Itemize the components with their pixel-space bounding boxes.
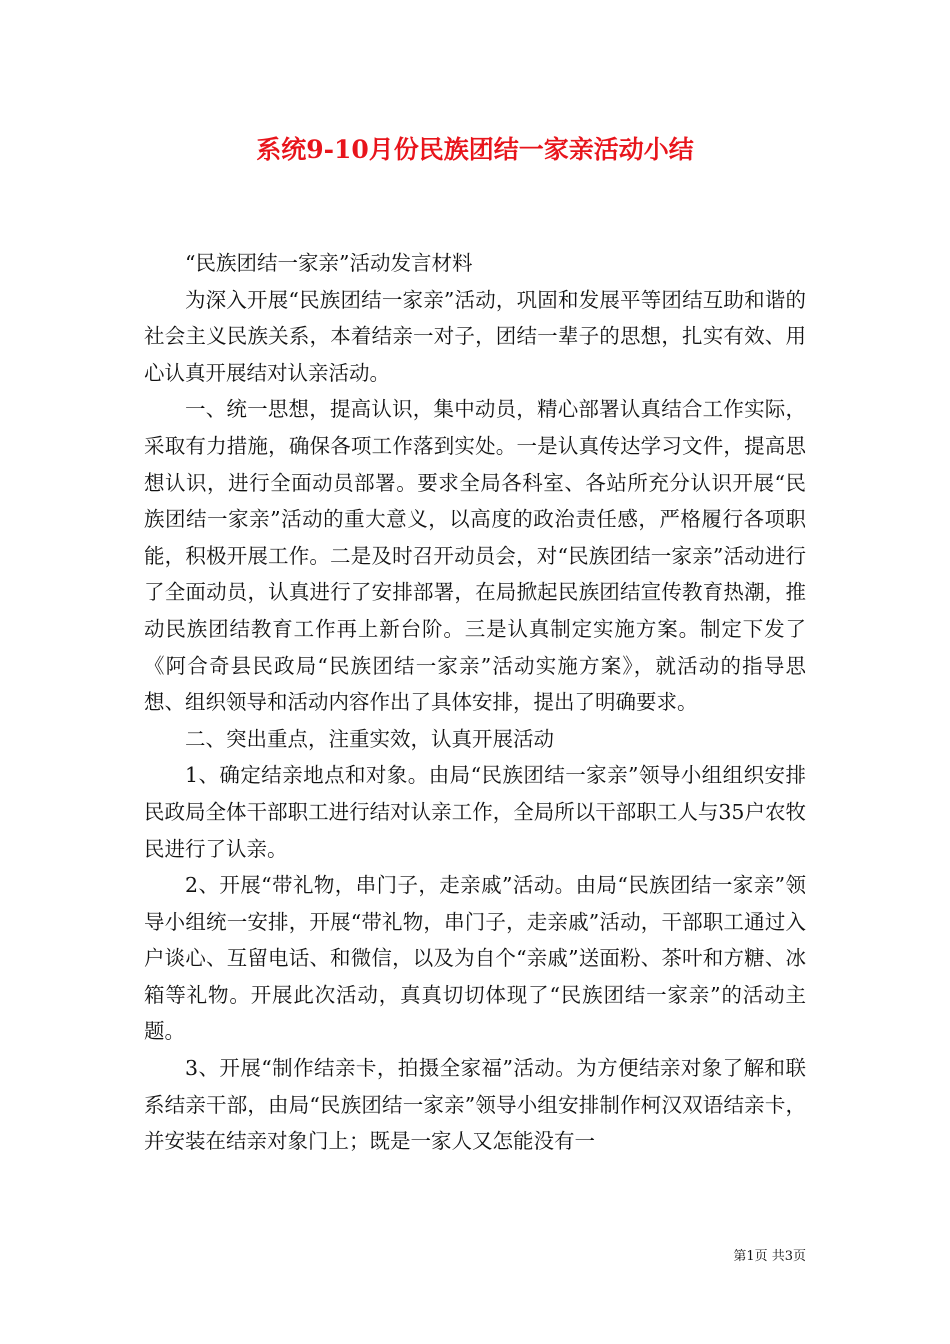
page-footer: 第1页 共3页: [733, 1249, 806, 1264]
document-body: [144, 245, 806, 1160]
page-title: 系统9-10月份民族团结一家亲活动小结: [256, 135, 694, 164]
paragraph-5: 1、确定结亲地点和对象。由局“民族团结一家亲”领导小组组织安排民政局全体干部职工进行结对认亲工作，全局所以干部职工人与35户农牧民进行了认亲。: [144, 763, 806, 861]
paragraph-1: “民族团结一家亲”活动发言材料: [185, 251, 473, 275]
paragraph-4: 二、突出重点，注重实效，认真开展活动: [185, 726, 554, 751]
paragraph-3: 一、统一思想，提高认识，集中动员，精心部署认真结合工作实际，采取有力措施，确保各项工作落到实处。一是认真传达学习文件，提高思想认识，进行全面动员部署。要求全局各科室、各站所充分认识开展“民族团结一家亲”活动的重大意义，以高度的政治责任感，严格履行各项职能，积极开展工作。二是及时召开动员会，对“民族团结一家亲”活动进行了全面动员，认真进行了安排部署，在局掀起民族团结宣传教育热潮，推动民族团结教育工作再上新台阶。三是认真制定实施方案。制定下发了《阿合奇县民政局“民族团结一家亲”活动实施方案》，就活动的指导思想、组织领导和活动内容作出了具体安排，提出了明确要求。: [144, 397, 806, 715]
paragraph-2: 为深入开展“民族团结一家亲”活动，巩固和发展平等团结互助和谐的社会主义民族关系，本着结亲一对子，团结一辈子的思想，扎实有效、用心认真开展结对认亲活动。: [144, 287, 806, 385]
paragraph-6: 2、开展“带礼物，串门子，走亲戚”活动。由局“民族团结一家亲”领导小组统一安排，开展“带礼物，串门子，走亲戚”活动，干部职工通过入户谈心、互留电话、和微信，以及为自个“亲戚”送面粉、茶叶和方糖、冰箱等礼物。开展此次活动，真真切切体现了“民族团结一家亲”的活动主题。: [144, 873, 806, 1044]
paragraph-7: 3、开展“制作结亲卡，拍摄全家福”活动。为方便结亲对象了解和联系结亲干部，由局“民族团结一家亲”领导小组安排制作柯汉双语结亲卡，并安装在结亲对象门上；既是一家人又怎能没有一: [144, 1056, 806, 1154]
